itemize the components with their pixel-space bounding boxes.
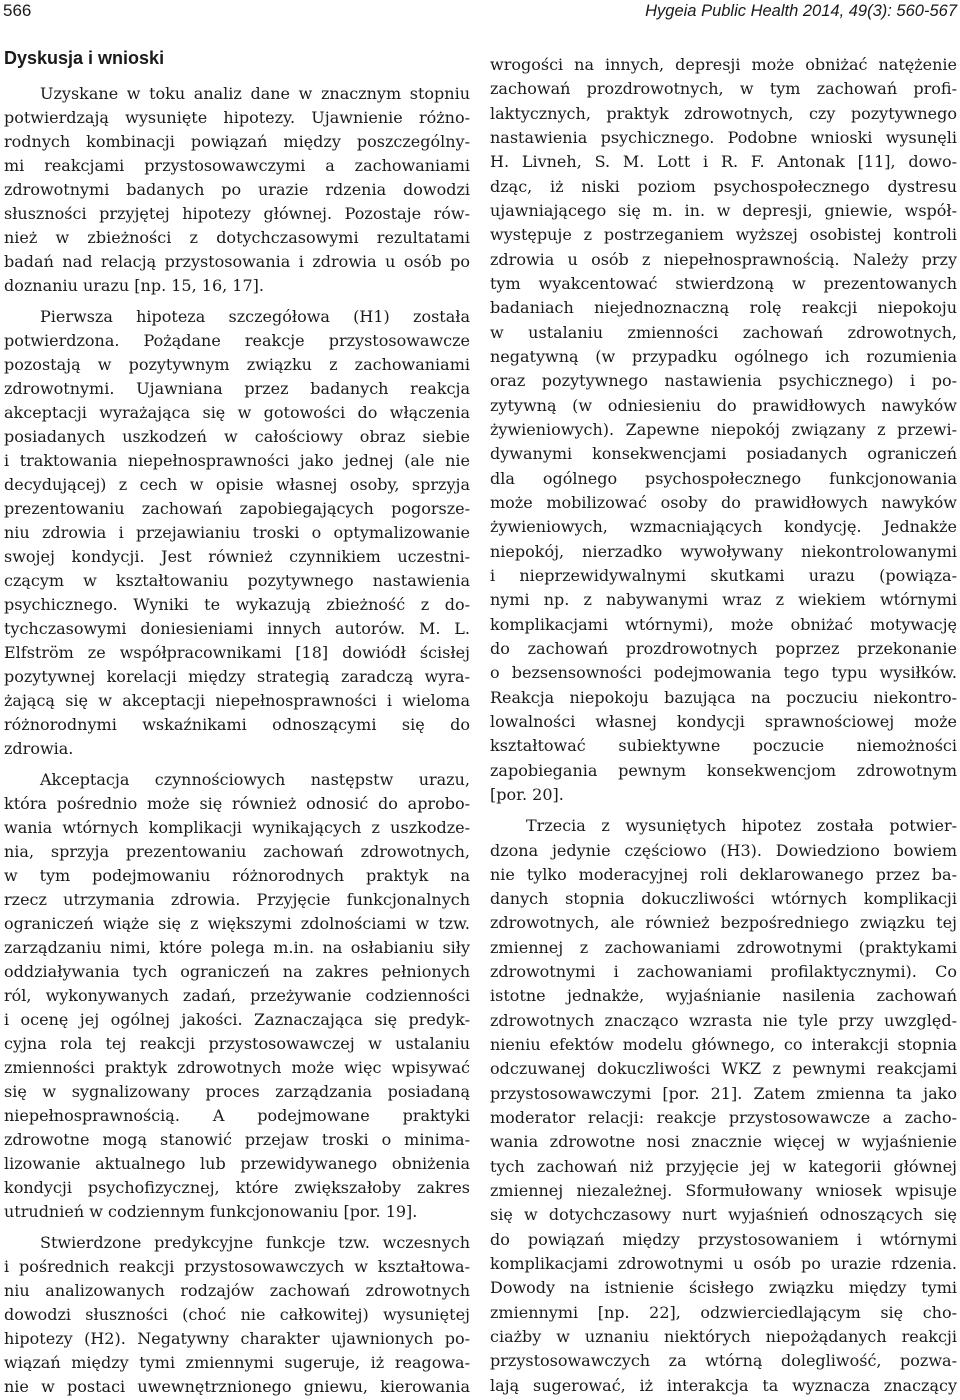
text-line: niu zdrowia i przejawianiu troski o optymalizowanie (4, 523, 470, 542)
running-header-journal: Hygeia Public Health 2014, 49(3): 560-567 (645, 2, 957, 20)
paragraph (490, 814, 957, 1398)
text-line: i nieprzewidywalnymi skutkami urazu (powiąza- (490, 565, 957, 585)
text-line: Pierwsza hipoteza szczegółowa (H1) została (40, 307, 470, 326)
text-line: oraz pozytywnego nastawienia psychicznego) i po- (490, 371, 957, 391)
text-line: kondycji psychofizycznej, które zwiększałoby zakres (4, 1178, 470, 1197)
text-line: ciażby w uznaniu niektórych niepożądanych reakcji (490, 1327, 957, 1347)
text-line: i traktowania niepełnosprawności jako jednej (ale nie (4, 451, 470, 470)
text-line: zdrowotnych, ale również bezpośredniego związku tej (490, 913, 957, 933)
text-line: psychicznego. Wyniki te wykazują zbieżność z do- (4, 595, 470, 614)
text-line: dzona jedynie częściowo (H3). Dowiedziono bowiem (490, 840, 957, 860)
text-line: nie w postaci uwewnętrznionego gniewu, kierowania (4, 1377, 470, 1396)
text-line: tym wyakcentować stwierdzoną w prezentowanych (490, 273, 957, 293)
text-line: różnorodnymi wskaźnikami odnoszącymi się do (4, 715, 470, 734)
text-line: wania wtórnych komplikacji wynikających z uszkodze- (4, 818, 470, 837)
section-heading: Dyskusja i wnioski (4, 48, 165, 68)
text-line: zachowań prozdrowotnych, w tym zachowań profi- (490, 79, 957, 99)
text-line: występuje z postrzeganiem wyższej osobistej kontroli (490, 225, 957, 245)
text-line: zytywną (w odniesieniu do prawidłowych nawyków (490, 395, 957, 415)
paragraph (490, 53, 957, 807)
text-line: zdrowotnymi. Ujawniana przez badanych reakcja (4, 379, 470, 398)
text-line: ujawniającego się m. in. w depresji, gniewie, współ- (490, 200, 957, 220)
text-line: Uzyskane w toku analiz dane w znacznym stopniu (40, 84, 470, 103)
text-line: zdrowotnymi badanych po urazie rdzenia dowodzi (4, 180, 470, 199)
text-line: Reakcja niepokoju bazująca na poczuciu niekontro- (490, 687, 957, 707)
text-line: zdrowotne mogą stanowić przejaw troski o minima- (4, 1130, 470, 1149)
text-line: zdrowia u osób z niepełnosprawnością. Należy przy (490, 249, 957, 269)
text-line: może mobilizować osoby do prawidłowych nawyków (490, 492, 957, 512)
text-line: zmienności praktyk zdrowotnych może więc wpisywać (4, 1058, 470, 1077)
text-line: zarządzaniu nimi, które polega m.in. na osłabianiu siły (4, 938, 470, 957)
text-line: rzecz utrzymania zdrowia. Przyjęcie funkcjonalnych (4, 890, 470, 909)
text-line: dowodzi słuszności (choć nie całkowitej) wysuniętej (4, 1305, 470, 1324)
text-line: zmiennej z zachowaniami zdrowotnymi (praktykami (490, 937, 957, 957)
text-line: wania zdrowotne nosi znacznie więcej w wyjaśnienie (490, 1132, 957, 1152)
text-line: zdrowotnych znacząco wzrasta nie tyle przy uwzględ- (490, 1010, 957, 1030)
text-line: decydującej) z cech w opisie własnej osoby, sprzyja (4, 475, 470, 494)
text-line: odczuwanej dokuczliwości WKZ z pewnymi reakcjami (490, 1059, 957, 1079)
text-line: czącym w kształtowaniu pozytywnego nastawienia (4, 571, 470, 590)
text-line: w tym podejmowaniu różnorodnych praktyk na (4, 866, 470, 885)
text-line: dywanymi konsekwencjami posiadanych ograniczeń (490, 444, 957, 464)
right-column (490, 53, 957, 1398)
text-line: dla ogólnego psychospołecznego funkcjonowania (490, 468, 957, 488)
text-line: Akceptacja czynnościowych następstw urazu, (40, 770, 470, 789)
text-line: kształtować subiektywne poczucie niemożności (490, 736, 957, 756)
left-column (4, 82, 470, 1399)
text-line: swojej kondycji. Jest również czynnikiem uczestni- (4, 547, 470, 566)
paragraph (4, 82, 470, 298)
text-line: H. Livneh, S. M. Lott i R. F. Antonak [11], dowo- (490, 152, 957, 172)
text-line: hipotezy (H2). Negatywny charakter ujawnionych po- (4, 1329, 470, 1348)
text-line: [por. 20]. (490, 784, 564, 804)
text-line: lowalności własnej kondycji sprawnościowej może (490, 711, 957, 731)
text-line: nież w zbieżności z dotychczasowymi rezultatami (4, 228, 470, 247)
text-line: Trzecia z wysuniętych hipotez została potwier- (526, 816, 957, 836)
text-line: przystosowawczymi [por. 21]. Zatem zmienna ta jako (490, 1083, 957, 1103)
text-line: zmiennymi [np. 22], odzwierciedlającym się cho- (490, 1302, 957, 1322)
text-line: negatywną (w przypadku ogólnego ich rozumienia (490, 346, 957, 366)
text-line: zdrowia. (4, 739, 74, 758)
text-line: nymi np. z nabywanymi wraz z wiekiem wtórnymi (490, 590, 957, 610)
text-line: nieniu efektów modelu głównego, co interakcji stopnia (490, 1035, 957, 1055)
text-line: danych stopnia dokuczliwości wtórnych komplikacji (490, 889, 957, 909)
text-line: niepokój, nierzadko wywoływany niekontrolowanymi (490, 541, 957, 561)
text-line: się w sygnalizowany proces zarządzania posiadaną (4, 1082, 470, 1101)
text-line: oddziaływania tych ograniczeń na zakres pełnionych (4, 962, 470, 981)
text-line: tych zachowań niż przyjęcie jej w kategorii głównej (490, 1156, 957, 1176)
text-line: lizowanie aktualnego lub przewidywanego obniżenia (4, 1154, 470, 1173)
text-line: pozytywnej korelacji między strategią zaradczą wyra- (4, 667, 470, 686)
text-line: ograniczeń wiąże się z większymi zdolnościami w tzw. (4, 914, 470, 933)
text-line: komplikacjami wtórnymi), może obniżać motywację (490, 614, 957, 634)
text-line: przystosowawczych za wtórną dolegliwość, pozwa- (490, 1351, 957, 1371)
text-line: żywieniowych, wzmacniających kondycję. Jednakże (490, 517, 957, 537)
text-line: i ocenę jej ogólnej jakości. Zaznaczająca się predyk- (4, 1010, 470, 1029)
paragraph (4, 305, 470, 761)
text-line: ról, wykonywanych zadań, przeżywanie codzienności (4, 986, 470, 1005)
text-line: Stwierdzone predykcyjne funkcje tzw. wczesnych (40, 1233, 470, 1252)
text-line: badaniach niejednoznaczną rolę reakcji niepokoju (490, 298, 957, 318)
text-line: cyjna rola tej reakcji przystosowawczej w ustalaniu (4, 1034, 470, 1053)
text-line: nie tylko moderacyjnej roli deklarowanego przez ba- (490, 864, 957, 884)
text-line: mi reakcjami przystosowawczymi a zachowaniami (4, 156, 470, 175)
text-line: do powiązań między przystosowaniem i wtórnymi (490, 1229, 957, 1249)
text-line: badań nad relacją przystosowania i zdrowia u osób po (4, 252, 470, 271)
text-line: Elfström ze współpracownikami [18] dowiódł ścisłej (4, 643, 470, 662)
text-line: zmiennej niezależnej. Sformułowany wniosek wpisuje (490, 1181, 957, 1201)
text-line: tychczasowymi doniesieniami innych autorów. M. L. (4, 619, 470, 638)
text-line: dząc, iż niski poziom psychospołecznego dystresu (490, 176, 957, 196)
paragraph (4, 768, 470, 1224)
text-line: potwierdzają wysunięte hipotezy. Ujawnienie różno- (4, 108, 470, 127)
text-line: laktycznych, praktyk zdrowotnych, czy pozytywnego (490, 103, 957, 123)
text-line: żającą się w akceptacji niepełnosprawności i wieloma (4, 691, 470, 710)
text-line: się w dotychczasowy nurt wyjaśnień odnoszących się (490, 1205, 957, 1225)
text-line: nastawienia psychicznego. Podobne wnioski wysunęli (490, 127, 957, 147)
text-line: wiązań między tymi zmiennymi sugeruje, iż reagowa- (4, 1353, 470, 1372)
text-line: prezentowaniu zachowań zapobiegających pogorsze- (4, 499, 470, 518)
text-line: rodnych kombinacji powiązań między poszczególny- (4, 132, 470, 151)
text-line: akceptacji wyrażająca się w gotowości do włączenia (4, 403, 470, 422)
text-line: istotne jednakże, wyjaśnianie nasilenia zachowań (490, 986, 957, 1006)
text-line: pozostają w pozytywnym związku z zachowaniami (4, 355, 470, 374)
text-line: wrogości na innych, depresji może obniżać natężenie (490, 55, 957, 74)
page-number: 566 (3, 1, 32, 20)
text-line: komplikacjami zdrowotnymi u osób po urazie rdzenia. (490, 1254, 957, 1274)
text-line: Dowody na istnienie ścisłego związku między tymi (490, 1278, 957, 1298)
text-line: niu analizowanych rodzajów zachowań zdrowotnych (4, 1281, 470, 1300)
text-line: doznaniu urazu [np. 15, 16, 17]. (4, 276, 264, 295)
text-line: utrudnień w codziennym funkcjonowaniu [por. 19]. (4, 1202, 418, 1221)
text-line: zdrowotnymi i zachowaniami profilaktycznymi). Co (490, 962, 957, 982)
text-line: nia, sprzyja prezentowaniu zachowań zdrowotnych, (4, 842, 470, 861)
paragraph (4, 1231, 470, 1399)
text-line: posiadanych uszkodzeń w całościowy obraz siebie (4, 427, 470, 446)
text-line: słuszności przyjętej hipotezy głównej. Pozostaje rów- (4, 204, 470, 223)
text-line: zapobiegania pewnym konsekwencjom zdrowotnym (490, 760, 957, 780)
text-line: i pośrednich reakcji przystosowawczych w kształtowa- (4, 1257, 470, 1276)
text-line: potwierdzona. Pożądane reakcje przystosowawcze (4, 331, 470, 350)
text-line: do zachowań prozdrowotnych poprzez przekonanie (490, 638, 957, 658)
text-line: o bezsensowności podejmowania tego typu wysiłków. (490, 663, 957, 683)
text-line: która pośrednio może się również odnosić do aprobo- (4, 794, 470, 813)
text-line: żywieniowych). Zapewne niepokój związany z przewi- (490, 419, 957, 439)
text-line: niepełnosprawnością. A podejmowane praktyki (4, 1106, 470, 1125)
text-line: w ustalaniu zmienności zachowań zdrowotnych, (490, 322, 957, 342)
text-line: lają sugerować, iż interakcja ta wyznacza znaczący (490, 1375, 957, 1395)
text-line: moderator relacji: reakcje przystosowawcze a zacho- (490, 1108, 957, 1128)
